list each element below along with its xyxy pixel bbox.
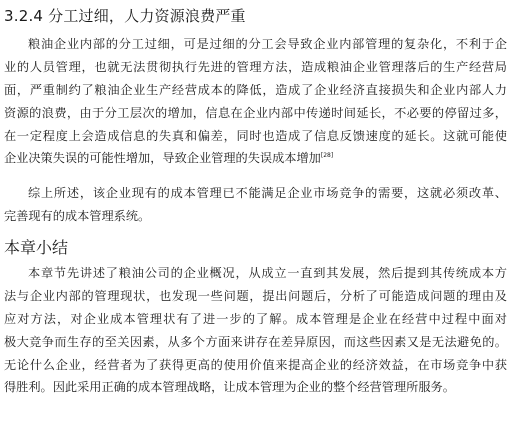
paragraph-line: 极大竞争而生存的至关因素，从多个方面来讲存在差异原因，而这些因素又是无法避免的。: [4, 334, 507, 349]
paragraph-line: 完善现有的成本管理系统。: [4, 208, 151, 223]
paragraph-line-text: 企业决策失误的可能性增加，导致企业管理的失误成本增加: [4, 151, 321, 166]
paragraph-line: 在一定程度上会造成信息的失真和偏差，同时也造成了信息反馈速度的延长。这就可能使: [4, 128, 507, 143]
paragraph-line: 业的人员管理，也就无法贯彻执行先进的管理方法，造成粮油企业管理落后的生产经营局: [4, 59, 507, 74]
section-heading: 3.2.4 分工过细，人力资源浪费严重: [4, 7, 246, 25]
paragraph-line: 粮油企业内部的分工过细，可是过细的分工会导致企业内部管理的复杂化，不利于企: [28, 37, 507, 51]
paragraph-line: 得胜利。因此采用正确的成本管理战略，让成本管理为企业的整个经营管理所服务。: [4, 380, 455, 395]
chapter-summary-heading: 本章小结: [4, 238, 69, 257]
citation-marker: [28]: [320, 152, 334, 160]
paragraph-line: 资源的浪费，由于分工层次的增加，信息在企业内部中传递时间延长，不必要的停留过多，: [4, 105, 507, 120]
paragraph-line-last: [4, 147, 507, 170]
paragraph-line: 无论什么企业，经营者为了获得更高的使用价值来提高企业的经济效益，在市场竞争中获: [4, 357, 507, 372]
paragraph-chapter-summary: [4, 262, 507, 399]
paragraph-line: 综上所述，该企业现有的成本管理已不能满足企业市场竞争的需要，这就必须改革、: [28, 186, 507, 200]
paragraph-conclusion: [4, 182, 507, 228]
paragraph-division-of-labor: [4, 33, 507, 170]
paragraph-line: 本章节先讲述了粮油公司的企业概况，从成立一直到其发展，然后提到其传统成本方: [28, 266, 507, 280]
paragraph-line: 应对方法，对企业成本管理状有了进一步的了解。成本管理是企业在经营中过程中面对: [4, 311, 507, 326]
paragraph-line: 法与企业内部的管理现状，也发现一些问题，提出问题后，分析了可能造成问题的理由及: [4, 288, 507, 303]
paragraph-line: 面，严重制约了粮油企业生产经营成本的降低，造成了企业经济直接损失和企业内部人力: [4, 82, 507, 97]
